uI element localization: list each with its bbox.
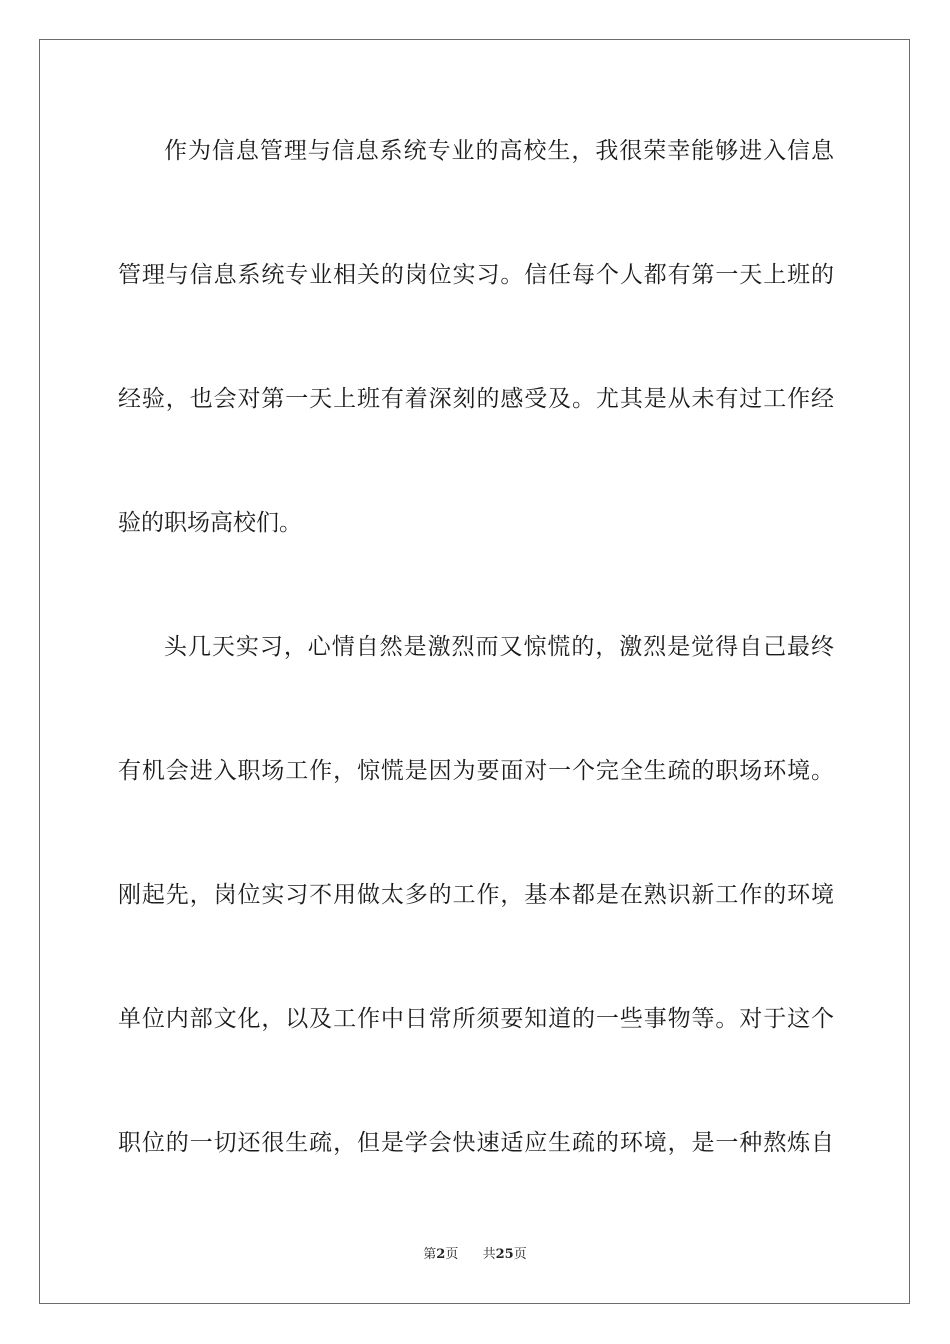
paragraph-2-line-1: 头几天实习，心情自然是激烈而又惊慌的，激烈是觉得自己最终 <box>164 634 834 660</box>
page-border <box>39 39 910 1304</box>
paragraph-1-line-4: 验的职场高校们。 <box>118 510 302 536</box>
paragraph-1-line-3: 经验，也会对第一天上班有着深刻的感受及。尤其是从未有过工作经 <box>118 386 834 412</box>
paragraph-2-line-2: 有机会进入职场工作，惊慌是因为要面对一个完全生疏的职场环境。 <box>118 758 834 784</box>
page-number: 2 <box>436 1247 446 1262</box>
total-pages-indicator <box>483 1246 527 1264</box>
page-footer <box>0 1246 950 1264</box>
paragraph-2-line-3: 刚起先，岗位实习不用做太多的工作，基本都是在熟识新工作的环境 <box>118 882 834 908</box>
page-prefix: 第 <box>423 1247 437 1262</box>
page-indicator <box>423 1246 458 1264</box>
page-suffix: 页 <box>445 1247 459 1262</box>
paragraph-1-line-1: 作为信息管理与信息系统专业的高校生，我很荣幸能够进入信息 <box>164 138 834 164</box>
total-pages: 25 <box>495 1247 514 1262</box>
paragraph-2-line-4: 单位内部文化，以及工作中日常所须要知道的一些事物等。对于这个 <box>118 1006 834 1032</box>
total-suffix: 页 <box>513 1247 527 1262</box>
total-prefix: 共 <box>482 1247 496 1262</box>
paragraph-1-line-2: 管理与信息系统专业相关的岗位实习。信任每个人都有第一天上班的 <box>118 262 834 288</box>
paragraph-2-line-5: 职位的一切还很生疏，但是学会快速适应生疏的环境，是一种熬炼自 <box>118 1130 834 1156</box>
